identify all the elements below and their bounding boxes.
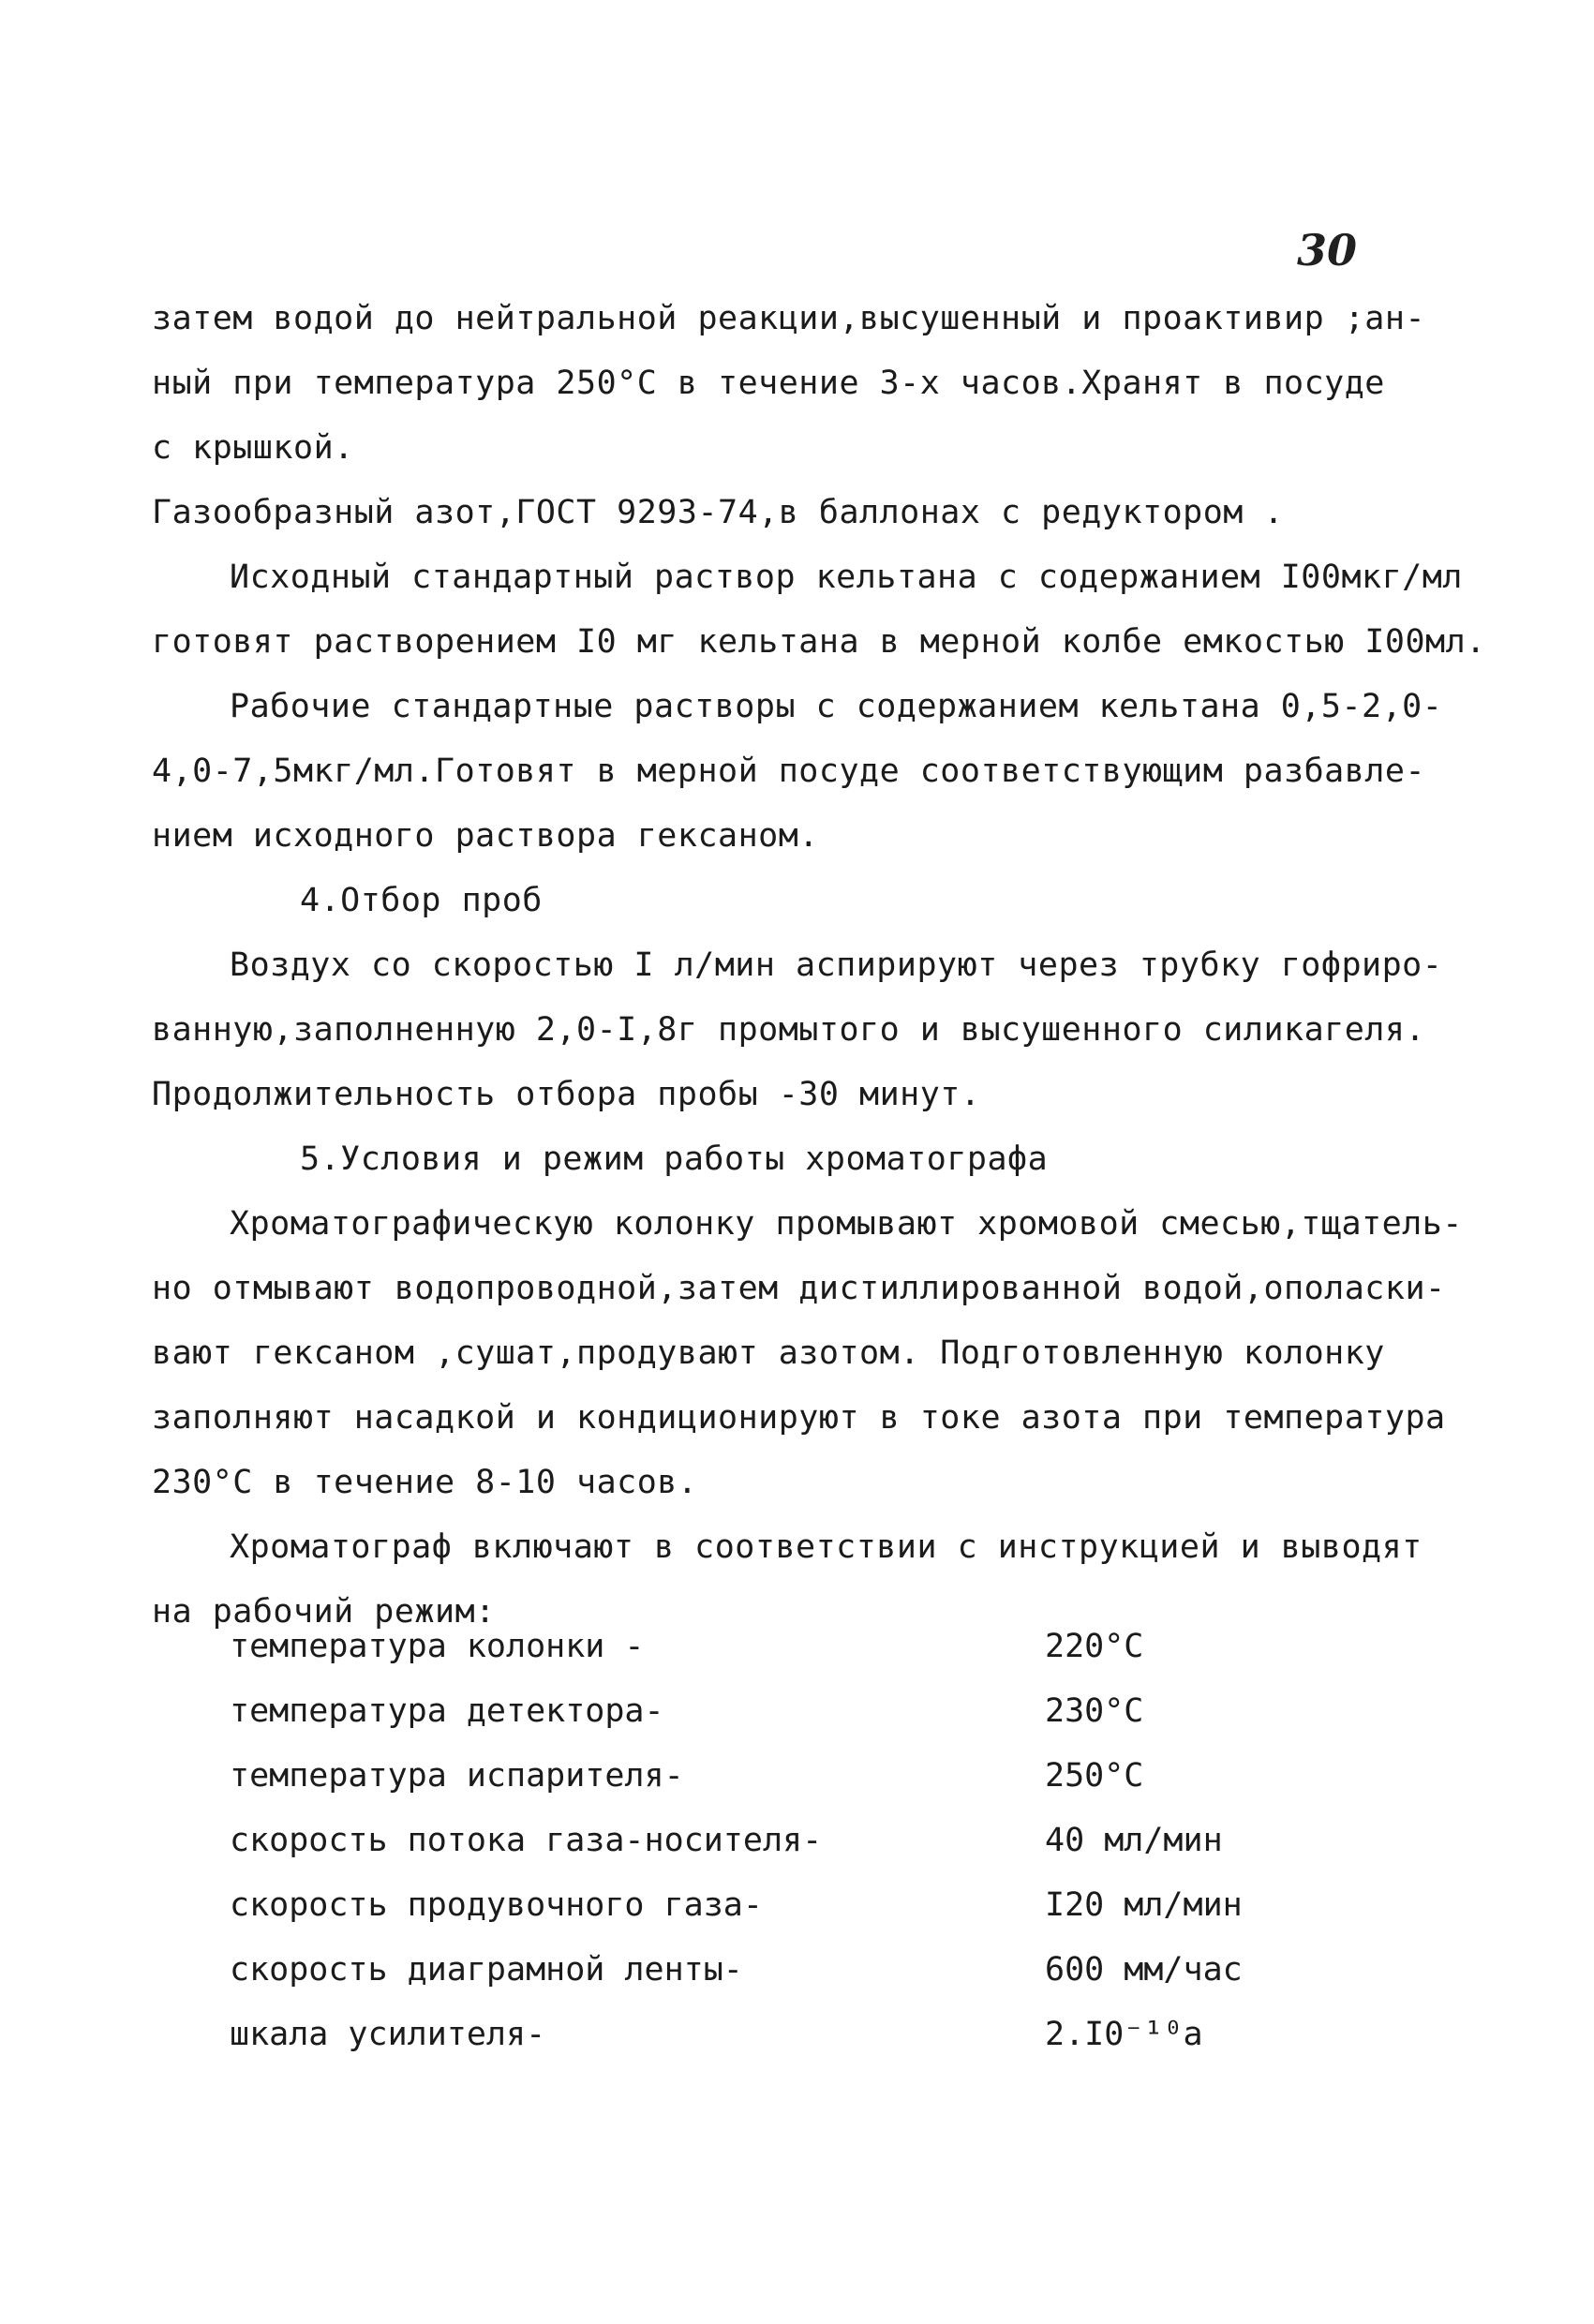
text-line: Хроматографическую колонку промывают хромовой смесью,тщатель- [230, 1205, 1463, 1243]
parameter-row [230, 1885, 1307, 1949]
page-number: 30 [1297, 225, 1358, 276]
section-heading: 5.Условия и режим работы хроматографа [300, 1140, 1049, 1178]
text-line: Рабочие стандартные растворы с содержанием кельтана 0,5-2,0- [230, 688, 1443, 725]
parameter-row [230, 1755, 1307, 1820]
parameter-name: скорость продувочного газа- [230, 1886, 763, 1924]
text-line: готовят растворением I0 мг кельтана в мерной колбе емкостью I00мл. [152, 623, 1486, 661]
section-heading: 4.Отбор проб [300, 882, 543, 919]
parameter-value: 2.I0⁻¹⁰а [1045, 2016, 1203, 2053]
parameter-value: 600 мм/час [1045, 1951, 1243, 1989]
parameter-name: температура колонки - [230, 1628, 645, 1665]
parameter-value: 230°C [1045, 1692, 1144, 1730]
parameter-value: 250°C [1045, 1757, 1144, 1795]
parameter-row [230, 1691, 1307, 1755]
parameter-name: шкала усилителя- [230, 2016, 546, 2053]
text-line: ный при температура 250°C в течение 3-х часов.Хранят в посуде [152, 365, 1385, 402]
parameter-row [230, 2014, 1307, 2078]
text-line: 4,0-7,5мкг/мл.Готовят в мерной посуде соответствующим разбавле- [152, 752, 1426, 790]
text-line: Хроматограф включают в соответствии с инструкцией и выводят [230, 1528, 1423, 1566]
text-line: заполняют насадкой и кондиционируют в токе азота при температура [152, 1399, 1446, 1437]
text-line: на рабочий режим: [152, 1593, 496, 1631]
parameter-row [230, 1949, 1307, 2014]
parameter-name: температура испарителя- [230, 1757, 684, 1795]
text-line: вают гексаном ,сушат,продувают азотом. Подготовленную колонку [152, 1334, 1385, 1372]
text-line: затем водой до нейтральной реакции,высушенный и проактивир ;ан- [152, 300, 1426, 337]
text-line: Газообразный азот,ГОСТ 9293-74,в баллонах с редуктором . [152, 494, 1285, 531]
text-line: Воздух со скоростью I л/мин аспирируют через трубку гофриро- [230, 946, 1443, 984]
parameter-row [230, 1626, 1307, 1691]
text-line: Исходный стандартный раствор кельтана с содержанием I00мкг/мл [230, 559, 1463, 596]
parameter-value: 220°C [1045, 1628, 1144, 1665]
text-line: с крышкой. [152, 429, 354, 467]
parameter-row [230, 1820, 1307, 1885]
text-line: нием исходного раствора гексаном. [152, 817, 819, 855]
parameter-value: I20 мл/мин [1045, 1886, 1243, 1924]
parameter-name: температура детектора- [230, 1692, 664, 1730]
parameter-name: скорость потока газа-носителя- [230, 1822, 823, 1859]
operating-parameters-list [230, 1626, 1307, 2078]
text-line: Продолжительность отбора пробы -30 минут. [152, 1076, 981, 1113]
text-line: 230°C в течение 8-10 часов. [152, 1464, 698, 1501]
parameter-value: 40 мл/мин [1045, 1822, 1223, 1859]
text-line: но отмывают водопроводной,затем дистиллированной водой,ополаски- [152, 1270, 1446, 1307]
text-line: ванную,заполненную 2,0-I,8г промытого и высушенного силикагеля. [152, 1011, 1426, 1049]
parameter-name: скорость диаграмной ленты- [230, 1951, 743, 1989]
